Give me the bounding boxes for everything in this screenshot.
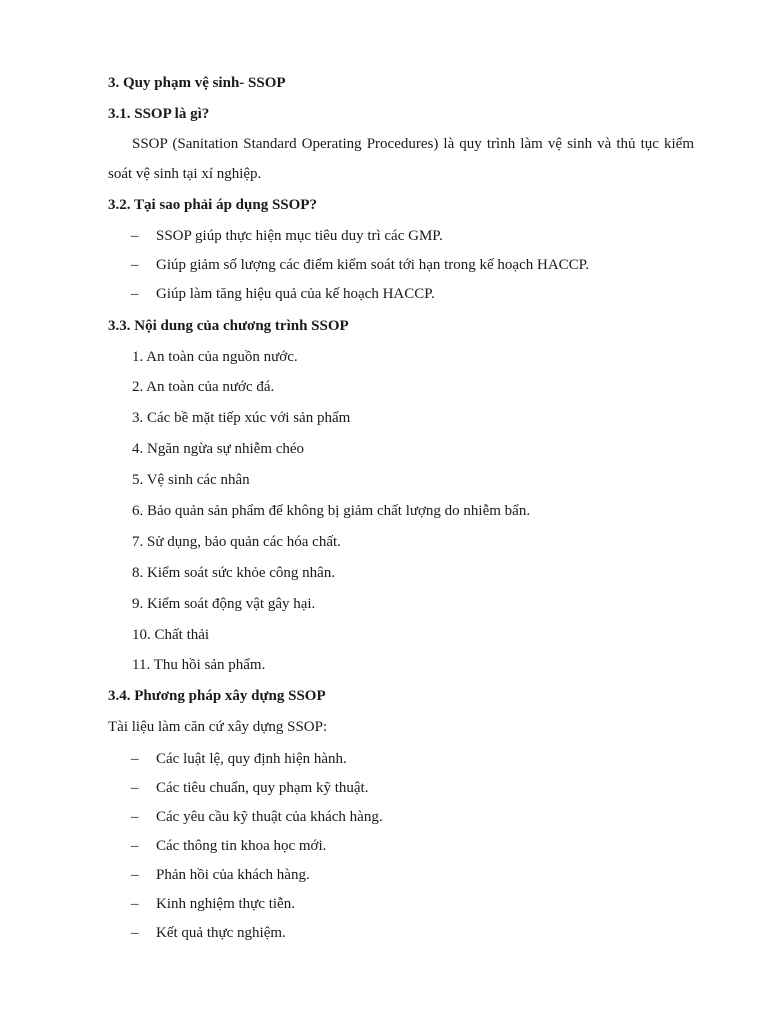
list-item: Các luật lệ, quy định hiện hành.: [156, 751, 347, 767]
list-item: Các tiêu chuẩn, quy phạm kỹ thuật.: [156, 780, 369, 796]
list-item: 2. An toàn của nước đá.: [132, 379, 275, 395]
section-heading-3-3: 3.3. Nội dung của chương trình SSOP: [108, 318, 349, 334]
list-item: 6. Bảo quản sản phẩm để không bị giảm chất lượng do nhiễm bẩn.: [132, 503, 531, 519]
list-item: 8. Kiểm soát sức khỏe công nhân.: [132, 565, 336, 581]
list-item: 4. Ngăn ngừa sự nhiễm chéo: [132, 441, 305, 457]
list-item: Các yêu cầu kỹ thuật của khách hàng.: [156, 809, 383, 825]
list-item: Giúp làm tăng hiệu quả của kế hoạch HACCP.: [156, 286, 435, 302]
list-item: 10. Chất thải: [132, 627, 210, 643]
paragraph-sources-intro: Tài liệu làm căn cứ xây dựng SSOP:: [108, 719, 328, 735]
bullet-dash: –: [131, 228, 139, 244]
list-item: 11. Thu hồi sản phẩm.: [132, 657, 266, 673]
bullet-dash: –: [131, 751, 139, 767]
paragraph-ssop-definition: SSOP (Sanitation Standard Operating Procedures) là quy trình làm vệ sinh và thủ tục kiểm soát vệ sinh tại xí nghiệp.: [108, 136, 694, 182]
bullet-dash: –: [131, 925, 139, 941]
bullet-dash: –: [131, 780, 139, 796]
bullet-dash: –: [131, 838, 139, 854]
list-item: Kết quả thực nghiệm.: [156, 925, 286, 941]
section-heading-3-1: 3.1. SSOP là gì?: [108, 106, 210, 122]
list-item: 1. An toàn của nguồn nước.: [132, 349, 298, 365]
bullet-dash: –: [131, 867, 139, 883]
list-item: 7. Sử dụng, bảo quản các hóa chất.: [132, 534, 341, 550]
bullet-dash: –: [131, 896, 139, 912]
list-item: 5. Vệ sinh các nhân: [132, 472, 250, 488]
list-item: Các thông tin khoa học mới.: [156, 838, 327, 854]
list-item: SSOP giúp thực hiện mục tiêu duy trì các GMP.: [156, 228, 443, 244]
section-heading-3-4: 3.4. Phương pháp xây dựng SSOP: [108, 688, 326, 704]
list-item: 3. Các bề mặt tiếp xúc với sản phẩm: [132, 410, 351, 426]
section-heading-3-2: 3.2. Tại sao phải áp dụng SSOP?: [108, 197, 317, 213]
bullet-dash: –: [131, 809, 139, 825]
bullet-dash: –: [131, 257, 139, 273]
list-item: Phản hồi của khách hàng.: [156, 867, 310, 883]
list-item: Kinh nghiệm thực tiễn.: [156, 896, 295, 912]
section-heading-3: 3. Quy phạm vệ sinh- SSOP: [108, 75, 286, 91]
list-item: Giúp giảm số lượng các điểm kiểm soát tới hạn trong kế hoạch HACCP.: [156, 257, 590, 273]
bullet-dash: –: [131, 286, 139, 302]
list-item: 9. Kiểm soát động vật gây hại.: [132, 596, 316, 612]
